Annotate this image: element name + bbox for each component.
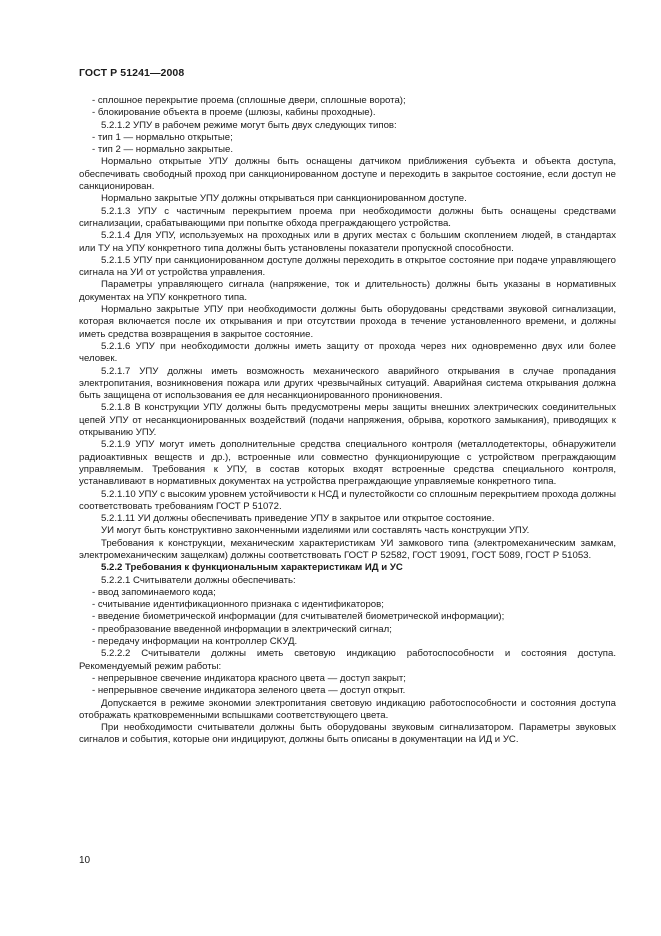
paragraph: 5.2.1.4 Для УПУ, используемых на проходных или в других местах с большим скоплением людей, в стандартах или ТУ на УПУ конкретного типа должны быть установлены показатели пропускной способности. (79, 230, 616, 254)
list-item: - блокирование объекта в проеме (шлюзы, кабины проходные). (92, 107, 376, 119)
list-item: - считывание идентификационного признака с идентификаторов; (92, 599, 384, 611)
paragraph: Требования к конструкции, механическим характеристикам УИ замкового типа (электромеханическим замкам, электромеханическим защелкам) должны соответствовать ГОСТ Р 52582, ГОСТ 19091, ГОСТ 5089, ГОСТ Р 51053. (79, 537, 616, 561)
list-item: - преобразование введенной информации в электрический сигнал; (92, 623, 392, 635)
paragraph: Нормально открытые УПУ должны быть оснащены датчиком приближения субъекта и объекта доступа, обеспечивать свободный проход при санкционированном доступе и переходить в закрытое состояние, если доступ не санкционирован. (79, 156, 616, 193)
paragraph: 5.2.1.10 УПУ с высоким уровнем устойчивости к НСД и пулестойкости со сплошным перекрытием прохода должны соответствовать требованиям ГОСТ Р 51072. (79, 488, 616, 512)
paragraph: 5.2.1.7 УПУ должны иметь возможность механического аварийного открывания в случае пропадания электропитания, возникновения пожара или других чрезвычайных ситуаций. Аварийная система открывания должна быть защищена от использования ее для несанкционированного проникновения. (79, 365, 616, 402)
document-header: ГОСТ Р 51241—2008 (79, 67, 185, 79)
paragraph: При необходимости считыватели должны быть оборудованы звуковым сигнализатором. Параметры звуковых сигналов и события, которые они индицируют, должны быть описаны в документации на ИД и УС. (79, 722, 616, 746)
paragraph: 5.2.2.2 Считыватели должны иметь световую индикацию работоспособности и состояния доступа. Рекомендуемый режим работы: (79, 648, 616, 672)
paragraph: 5.2.1.2 УПУ в рабочем режиме могут быть двух следующих типов: (101, 119, 397, 131)
paragraph: Допускается в режиме экономии электропитания световую индикацию работоспособности и состояния доступа отображать кратковременными вспышками соответствующего цвета. (79, 697, 616, 721)
list-item: - тип 2 — нормально закрытые. (92, 144, 233, 156)
list-item: - введение биометрической информации (для считывателей биометрической информации); (92, 611, 505, 623)
paragraph: 5.2.1.3 УПУ с частичным перекрытием проема при необходимости должны быть оснащены средствами сигнализации, срабатывающими при попытке обхода преграждающего устройства. (79, 205, 616, 229)
list-item: - тип 1 — нормально открытые; (92, 131, 233, 143)
paragraph: УИ могут быть конструктивно законченными изделиями или составлять часть конструкции УПУ. (101, 525, 530, 537)
list-item: - непрерывное свечение индикатора красного цвета — доступ закрыт; (92, 672, 406, 684)
paragraph: 5.2.1.6 УПУ при необходимости должны иметь защиту от прохода через них одновременно двух или более человек. (79, 340, 616, 365)
document-body (79, 95, 616, 747)
paragraph: Параметры управляющего сигнала (напряжение, ток и длительность) должны быть указаны в нормативных документах на УПУ конкретного типа. (79, 279, 616, 303)
list-item: - ввод запоминаемого кода; (92, 586, 216, 598)
paragraph: 5.2.1.9 УПУ могут иметь дополнительные средства специального контроля (металлодетекторы, обнаружители радиоактивных веществ и др.), встроенные или совместно функционирующие с устройством преграждающим управляемым. Требования к УПУ, в состав которых входят встроенные средства специального контроля, устанавливают в нормативных документах на устройства преграждающие управляемые конкретного типа. (79, 439, 616, 488)
paragraph: 5.2.1.8 В конструкции УПУ должны быть предусмотрены меры защиты внешних электрических соединительных цепей УПУ от несанкционированных воздействий (подачи напряжения, обрыва, короткого замыкания), приводящих к открыванию УПУ. (79, 402, 616, 439)
paragraph: 5.2.1.11 УИ должны обеспечивать приведение УПУ в закрытое или открытое состояние. (101, 513, 495, 525)
section-heading: 5.2.2 Требования к функциональным характеристикам ИД и УС (101, 562, 403, 574)
paragraph: 5.2.1.5 УПУ при санкционированном доступе должны переходить в открытое состояние при подаче управляющего сигнала на УИ от устройства управления. (79, 254, 616, 279)
paragraph: Нормально закрытые УПУ при необходимости должны быть оборудованы средствами звуковой сигнализации, которая включается после их открывания и при отсутствии прохода в течение установленного времени, и должны иметь средства возвращения в закрытое состояние. (79, 304, 616, 340)
paragraph: Нормально закрытые УПУ должны открываться при санкционированном доступе. (101, 193, 467, 205)
list-item: - непрерывное свечение индикатора зеленого цвета — доступ открыт. (92, 685, 406, 697)
page-number: 10 (79, 855, 91, 866)
list-item: - передачу информации на контроллер СКУД. (92, 636, 298, 648)
list-item: - сплошное перекрытие проема (сплошные двери, сплошные ворота); (92, 95, 406, 106)
paragraph: 5.2.2.1 Считыватели должны обеспечивать: (101, 574, 296, 586)
